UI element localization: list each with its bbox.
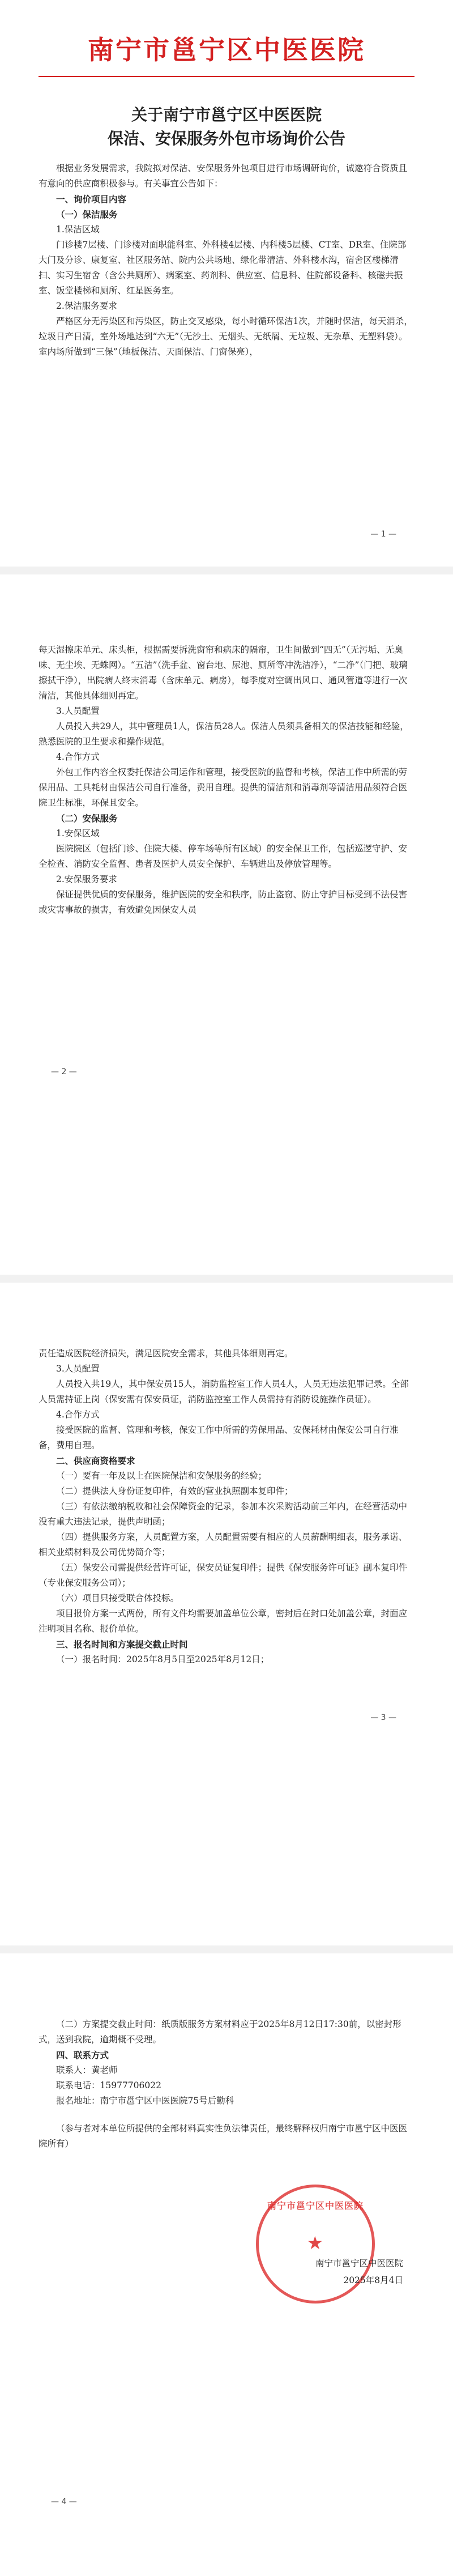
proposal-requirement: 项目报价方案一式两份，所有文件均需要加盖单位公章，密封后在封口处加盖公章，封面应注明项目名称、报价单位。 bbox=[39, 1608, 408, 1634]
page-2 bbox=[0, 574, 453, 1275]
section-heading: 二、供应商资格要求 bbox=[56, 1455, 135, 1466]
subsection-heading: （一）保洁服务 bbox=[56, 209, 118, 220]
signature-block bbox=[245, 2255, 403, 2289]
subsection-heading: （二）安保服务 bbox=[56, 813, 118, 824]
signature-date: 2025年8月4日 bbox=[343, 2275, 403, 2285]
deadline-text: （二）方案提交截止时间：纸质版服务方案材料应于2025年8月12日17:30前，以密封形式，送到我院，逾期概不受理。 bbox=[39, 2019, 401, 2045]
contact-person: 联系人：黄老师 bbox=[56, 2065, 118, 2075]
seal-star-icon: ★ bbox=[307, 2232, 323, 2254]
qualification-item: （五）保安公司需提供经营许可证，保安员证复印件；提供《保安服务许可证》副本复印件（专业保安服务公司）； bbox=[39, 1562, 408, 1588]
hospital-name: 南宁市邕宁区中医医院 bbox=[88, 35, 365, 65]
signup-time: （一）报名时间：2025年8月5日至2025年8月12日； bbox=[56, 1654, 270, 1664]
item-heading: 2.安保服务要求 bbox=[56, 874, 117, 884]
page-separator bbox=[0, 1945, 453, 1953]
cleaning-staff-text: 人员投入共29人，其中管理员1人，保洁员28人。保洁人员须具备相关的保洁技能和经验，熟悉医院的卫生要求和操作规范。 bbox=[39, 721, 409, 747]
page-4 bbox=[0, 1953, 453, 2576]
cleaning-area-text: 门诊楼7层楼、门诊楼对面职能科室、外科楼4层楼、内科楼5层楼、CT室、DR室、住院部大门及分诊、康复室、社区服务站、院内公共场地、绿化带清洁、外科楼水沟，宿舍区楼梯清扫、实习生宿舍（含公共厕所）、病案室、药剂科、供应室、信息科、住院部设备科、核磁共振室、饭堂楼梯和厕所、红星医务室。 bbox=[39, 240, 407, 296]
qualification-item: （四）提供服务方案，人员配置方案，人员配置需要有相应的人员薪酬明细表，服务承诺、相关业绩材料及公司优势简介等； bbox=[39, 1532, 408, 1557]
section-heading: 三、报名时间和方案提交截止时间 bbox=[56, 1639, 188, 1650]
item-heading: 3.人员配置 bbox=[56, 1364, 100, 1374]
security-requirement-text: 保证提供优质的安保服务，维护医院的安全和秩序，防止盗窃、防止守护目标受到不法侵害或灾害事故的损害，有效避免因保安人员 bbox=[39, 889, 408, 915]
item-heading: 4.合作方式 bbox=[56, 1410, 100, 1420]
item-heading: 4.合作方式 bbox=[56, 752, 100, 762]
page-number: — 4 — bbox=[51, 2497, 77, 2506]
security-cooperation-text: 接受医院的监督、管理和考核，保安工作中所需的劳保用品、安保耗材由保安公司自行准备，费用自理。 bbox=[39, 1425, 399, 1450]
seal-text: 南宁市邕宁区中医医院 bbox=[267, 2200, 364, 2211]
notice-title-line1: 关于南宁市邕宁区中医医院 bbox=[131, 105, 322, 124]
contact-address: 报名地址：南宁市邕宁区中医医院75号后勤科 bbox=[56, 2096, 234, 2106]
item-heading: 1.安保区域 bbox=[56, 828, 100, 838]
signature-unit: 南宁市邕宁区中医医院 bbox=[315, 2258, 403, 2268]
page-separator bbox=[0, 567, 453, 574]
qualification-item: （一）要有一年及以上在医院保洁和安保服务的经验； bbox=[56, 1471, 267, 1481]
qualification-item: （六）项目只接受联合体投标。 bbox=[56, 1593, 180, 1603]
item-heading: 2.保洁服务要求 bbox=[56, 301, 117, 311]
page-number: — 2 — bbox=[51, 1067, 77, 1076]
red-divider bbox=[39, 76, 414, 77]
cleaning-requirement-text: 严格区分无污染区和污染区，防止交叉感染，每小时循环保洁1次，并随时保洁，每天消杀，垃圾日产日清，室外场地达到“六无”（无沙土、无烟头、无纸屑、无垃圾、无杂草、无塑料袋）。室内场所做到“三保”（地板保洁、天面保洁、门窗保亮）， bbox=[39, 316, 413, 357]
notice-title-line2: 保洁、安保服务外包市场询价公告 bbox=[107, 129, 345, 148]
intro-paragraph: 根据业务发展需求，我院拟对保洁、安保服务外包项目进行市场调研询价，诚邀符合资质且有意向的供应商积极参与。有关事宜公告如下： bbox=[39, 163, 408, 189]
item-heading: 1.保洁区域 bbox=[56, 224, 100, 235]
contact-phone: 联系电话：15977706022 bbox=[56, 2080, 161, 2090]
legal-note: （参与者对本单位所提供的全部材料真实性负法律责任，最终解释权归南宁市邕宁区中医医院所有） bbox=[39, 2123, 408, 2149]
section-heading: 一、询价项目内容 bbox=[56, 194, 127, 205]
page-number: — 1 — bbox=[370, 530, 396, 539]
qualification-item: （二）提供法人身份证复印件，有效的营业执照副本复印件； bbox=[56, 1486, 293, 1496]
page-number: — 3 — bbox=[370, 1713, 396, 1722]
cleaning-requirement-continued: 每天湿擦床单元、床头柜，根据需要拆洗窗帘和病床的隔帘，卫生间做到“四无”（无污垢、无臭味、无尘埃、无蛛网）。“五洁”（洗手盆、窗台地、尿池、厕所等冲洗洁净），“二净”（门把、玻璃擦拭干净），出院病人终末消毒（含床单元、病房），每季度对空调出风口、通风管道等进行一次清洁，其他具体细则再定。 bbox=[39, 645, 408, 701]
section-heading: 四、联系方式 bbox=[56, 2050, 109, 2060]
security-requirement-continued: 责任造成医院经济损失，满足医院安全需求，其他具体细则再定。 bbox=[39, 1348, 293, 1359]
cleaning-cooperation-text: 外包工作内容全权委托保洁公司运作和管理，接受医院的监督和考核，保洁工作中所需的劳保用品、工具耗材由保洁公司自行准备，费用自理。提供的清洁剂和消毒剂等清洁用品须符合医院卫生标准，环保且安全。 bbox=[39, 767, 408, 808]
security-area-text: 医院院区（包括门诊、住院大楼、停车场等所有区域）的安全保卫工作，包括巡逻守护、安全检查、消防安全监督、患者及医护人员安全保护、车辆进出及停放管理等。 bbox=[39, 844, 408, 869]
security-staff-text: 人员投入共19人，其中保安员15人，消防监控室工作人员4人，人员无违法犯罪记录。全部人员需持证上岗（保安需有保安员证，消防监控室工作人员需持有消防设施操作员证）。 bbox=[39, 1379, 409, 1404]
page-separator bbox=[0, 1275, 453, 1283]
qualification-item: （三）有依法缴纳税收和社会保障资金的记录，参加本次采购活动前三年内，在经营活动中没有重大违法记录，提供声明函； bbox=[39, 1501, 408, 1527]
item-heading: 3.人员配置 bbox=[56, 706, 100, 716]
page-3 bbox=[0, 1283, 453, 1945]
page-1 bbox=[0, 0, 453, 567]
